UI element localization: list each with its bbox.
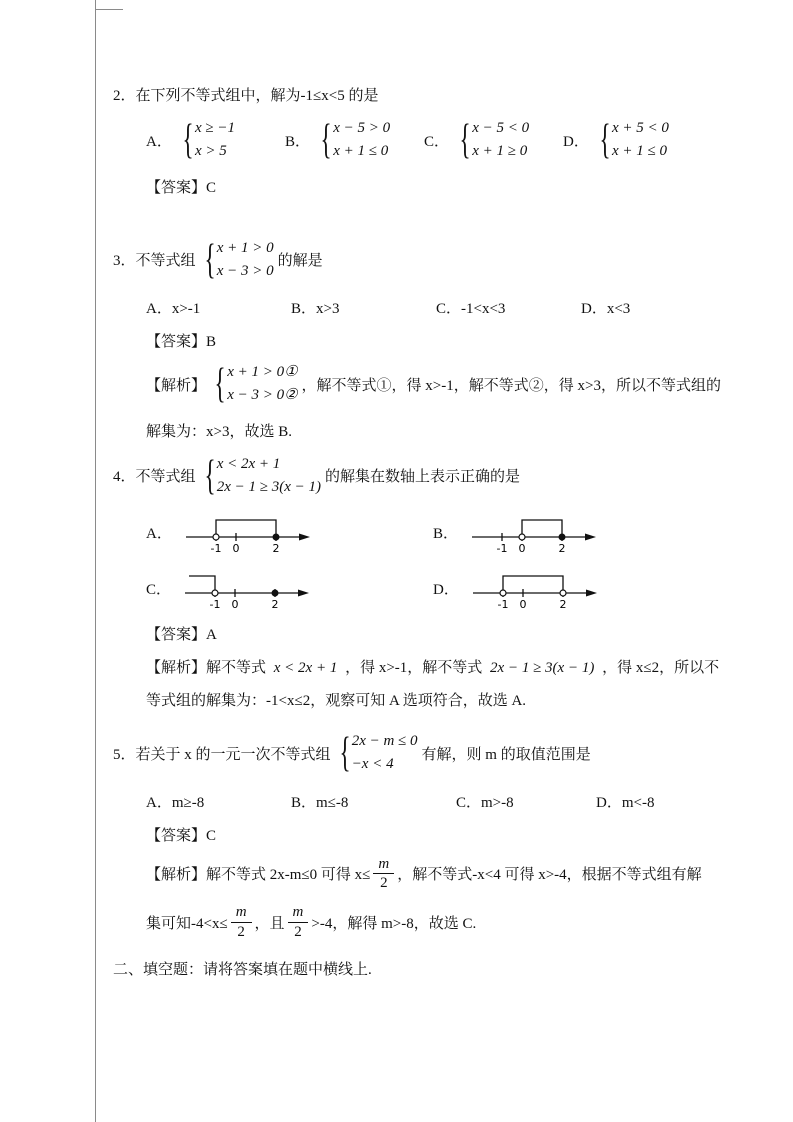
inequality-system [335, 730, 418, 777]
system-lines [217, 237, 274, 284]
arrow-icon [586, 590, 597, 597]
tick-label: 2 [558, 542, 566, 555]
fraction-denominator: 2 [294, 923, 302, 940]
tick-label: 2 [559, 598, 567, 611]
fraction-denominator: 2 [237, 923, 245, 940]
system-lines [352, 730, 418, 777]
question-4 [113, 453, 743, 711]
analysis-text: 【解析】解不等式 [146, 660, 267, 676]
left-brace: { [320, 117, 332, 164]
worksheet-content [113, 84, 743, 979]
option-d-label: D． [563, 133, 589, 150]
stem-prefix: 5．若关于 x 的一元一次不等式组 [113, 746, 331, 763]
inline-formula: 2x − 1 ≥ 3(x − 1) [490, 660, 595, 676]
system-line-2: x − 3 > 0② [227, 387, 298, 404]
system-lines [217, 453, 321, 500]
left-brace: { [204, 236, 216, 283]
number-line-option-d [469, 565, 599, 611]
system-line-1: x ≥ −1 [195, 120, 236, 136]
inequality-system [455, 117, 529, 164]
option-a-text: A．x>-1 [146, 301, 201, 317]
question-4-analysis-continuation: 等式组的解集为：-1<x≤2，观察可知 A 选项符合，故选 A. [146, 693, 527, 709]
question-5-answer: 【答案】C [146, 827, 217, 844]
system-lines [227, 361, 297, 408]
fraction [373, 855, 394, 894]
question-3-analysis [146, 361, 743, 408]
tick-label: -1 [497, 598, 509, 611]
solution-segment [503, 576, 563, 589]
question-3-analysis-continuation: 解集为：x>3，故选 B. [146, 423, 292, 440]
system-line-1: x − 5 < 0 [472, 120, 530, 136]
tick-label: 0 [518, 542, 526, 555]
question-4-options-row-2 [146, 565, 743, 611]
page-left-border [95, 0, 96, 1122]
question-4-analysis [146, 656, 743, 677]
option-b [285, 117, 424, 164]
question-3-stem [113, 237, 743, 284]
closed-endpoint-icon [272, 590, 278, 596]
option-c-label: C． [424, 133, 450, 150]
stem-prefix: 4．不等式组 [113, 469, 196, 486]
option-c [424, 117, 563, 164]
open-endpoint-icon [213, 534, 219, 540]
system-line-2: 2x − 1 ≥ 3(x − 1) [216, 478, 321, 495]
question-4-options-row-1 [146, 509, 743, 555]
arrow-icon [298, 590, 309, 597]
system-line-2: x + 1 ≤ 0 [333, 143, 389, 160]
system-line-1: x < 2x + 1 [216, 455, 281, 472]
question-5-options [146, 791, 743, 812]
analysis-text: 【解析】解不等式 2x-m≤0 可得 x≤ [146, 867, 371, 884]
stem-prefix: 3．不等式组 [113, 253, 196, 270]
open-endpoint-icon [560, 590, 566, 596]
question-5 [113, 730, 743, 942]
closed-endpoint-icon [559, 534, 565, 540]
solution-segment [522, 520, 562, 533]
system-line-2: x + 1 ≥ 0 [472, 143, 528, 160]
system-line-1: x + 1 > 0① [227, 364, 298, 380]
option-a [146, 117, 285, 164]
page-top-mark [96, 9, 123, 10]
number-line-option-b [468, 509, 598, 555]
left-brace: { [214, 361, 226, 408]
question-5-stem [113, 730, 743, 777]
analysis-text: ，且 [254, 915, 285, 932]
tick-label: 0 [231, 598, 239, 611]
question-4-answer: 【答案】A [146, 627, 217, 643]
inequality-system [200, 237, 274, 284]
question-3-options [146, 297, 743, 318]
system-line-1: x − 5 > 0 [333, 120, 391, 136]
option-c-numberline [146, 565, 433, 611]
section-2-title: 二、填空题：请将答案填在题中横线上. [113, 961, 372, 978]
fraction-numerator: m [373, 855, 394, 875]
option-c-label: C． [146, 581, 172, 598]
closed-endpoint-icon [273, 534, 279, 540]
tick-label: 0 [519, 598, 527, 611]
system-line-1: 2x − m ≤ 0 [351, 733, 418, 749]
analysis-text: ，解不等式①，得 x>-1，解不等式②，得 x>3，所以不等式组的 [301, 377, 721, 394]
stem-suffix: 的解集在数轴上表示正确的是 [324, 469, 520, 486]
option-a-text: A．m≥-8 [146, 794, 205, 811]
solution-segment [189, 576, 215, 589]
analysis-text: 集可知-4<x≤ [146, 915, 228, 932]
number-line-option-c [181, 565, 311, 611]
fraction-denominator: 2 [380, 875, 388, 892]
inequality-system [200, 453, 321, 500]
tick-label: -1 [496, 542, 508, 555]
system-lines [195, 117, 235, 164]
left-brace: { [599, 117, 611, 164]
option-a-label: A． [146, 133, 172, 150]
system-lines [333, 117, 390, 164]
question-4-stem [113, 453, 743, 500]
open-endpoint-icon [500, 590, 506, 596]
left-brace: { [204, 452, 216, 499]
option-d-label: D． [433, 581, 459, 598]
inequality-system [316, 117, 390, 164]
system-line-1: x + 1 > 0 [216, 239, 274, 256]
fraction [288, 903, 309, 942]
solution-segment [216, 520, 276, 533]
fraction [231, 903, 252, 942]
option-c-text: C．-1<x<3 [436, 301, 506, 317]
inequality-system [210, 361, 298, 408]
inequality-system [178, 117, 235, 164]
system-line-2: x − 3 > 0 [216, 262, 274, 279]
system-line-2: x + 1 ≤ 0 [612, 143, 668, 160]
tick-label: 0 [232, 542, 240, 555]
tick-label: 2 [271, 598, 279, 611]
option-b-label: B． [433, 525, 459, 542]
option-a-numberline [146, 509, 433, 555]
fraction-numerator: m [288, 903, 309, 923]
analysis-text: ，解不等式-x<4 可得 x>-4，根据不等式组有解 [397, 867, 702, 884]
open-endpoint-icon [519, 534, 525, 540]
option-d-numberline [433, 565, 599, 611]
system-line-2: x > 5 [195, 143, 227, 160]
option-a-label: A． [146, 525, 172, 542]
question-2-answer: 【答案】C [146, 179, 217, 196]
stem-suffix: 有解，则 m 的取值范围是 [421, 746, 591, 763]
arrow-icon [585, 534, 596, 541]
arrow-icon [299, 534, 310, 541]
question-5-analysis-continuation [146, 903, 743, 942]
number-line-option-a [182, 509, 312, 555]
option-d [563, 117, 702, 164]
option-b-label: B． [285, 133, 311, 150]
analysis-label: 【解析】 [146, 377, 207, 394]
inline-formula: x < 2x + 1 [273, 660, 338, 676]
option-b-numberline [433, 509, 598, 555]
inequality-system [595, 117, 669, 164]
option-c-text: C．m>-8 [456, 794, 514, 811]
fraction-numerator: m [231, 903, 252, 923]
open-endpoint-icon [212, 590, 218, 596]
question-5-analysis [146, 855, 743, 894]
analysis-text: ，得 x≤2，所以不 [602, 660, 720, 676]
system-line-2: −x < 4 [351, 756, 394, 773]
option-d-text: D．m<-8 [596, 794, 655, 811]
tick-label: -1 [210, 542, 222, 555]
system-lines [472, 117, 529, 164]
system-lines [612, 117, 669, 164]
left-brace: { [339, 730, 351, 777]
question-2 [113, 84, 743, 197]
question-2-stem: 2．在下列不等式组中，解为-1≤x<5 的是 [113, 88, 379, 104]
stem-suffix: 的解是 [277, 253, 323, 270]
tick-label: -1 [209, 598, 221, 611]
analysis-text: ，得 x>-1，解不等式 [345, 660, 483, 676]
left-brace: { [182, 117, 194, 164]
analysis-text: >-4，解得 m>-8，故选 C. [311, 915, 477, 932]
question-2-options [146, 117, 743, 164]
option-b-text: B．m≤-8 [291, 794, 349, 811]
option-d-text: D．x<3 [581, 301, 631, 317]
left-brace: { [459, 117, 471, 164]
option-b-text: B．x>3 [291, 301, 340, 317]
question-3-answer: 【答案】B [146, 334, 217, 350]
tick-label: 2 [272, 542, 280, 555]
system-line-1: x + 5 < 0 [612, 120, 669, 136]
question-3 [113, 237, 743, 441]
